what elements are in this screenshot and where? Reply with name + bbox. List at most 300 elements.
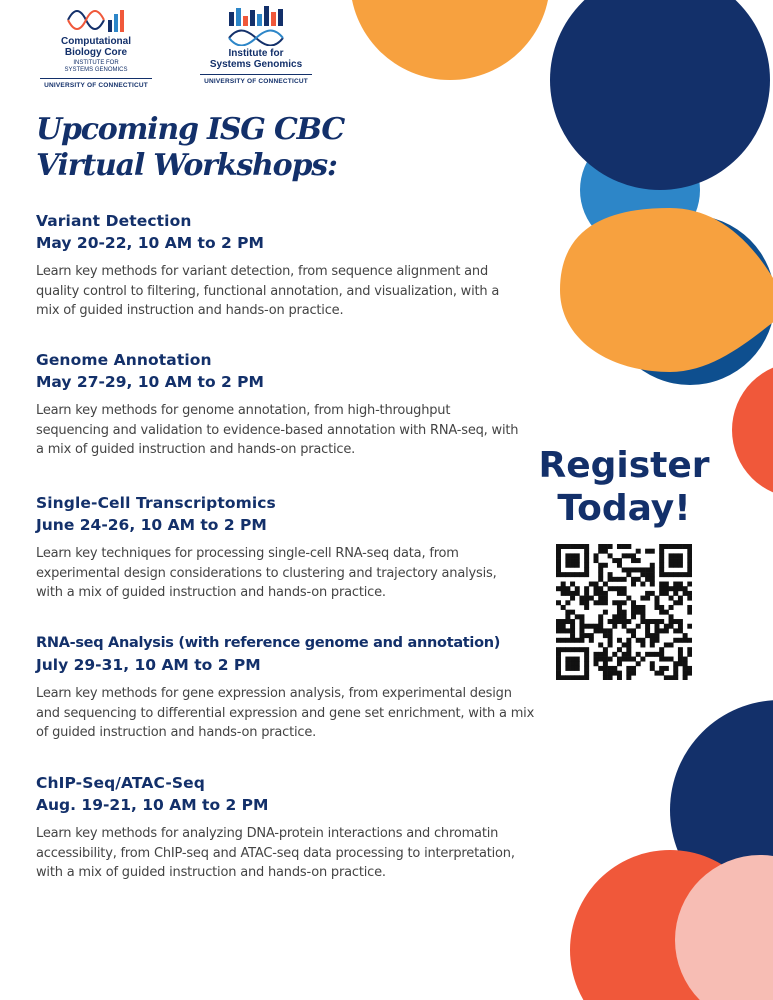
qr-module: [598, 544, 603, 549]
qr-module: [608, 628, 613, 633]
qr-module: [579, 624, 584, 629]
workshop-description: Learn key methods for gene expression analysis, from experimental design and sequencing to differential expression and gene set enrichment, with a mix of guided instruction and hands-on practice.: [36, 686, 535, 740]
qr-module: [654, 628, 659, 633]
qr-module: [687, 572, 692, 577]
qr-module: [636, 605, 641, 610]
qr-module: [640, 619, 645, 624]
qr-module: [612, 600, 617, 605]
qr-module: [617, 647, 622, 652]
qr-module: [654, 652, 659, 657]
qr-module: [570, 563, 575, 568]
qr-module: [673, 563, 678, 568]
qr-module: [622, 567, 627, 572]
qr-module: [603, 671, 608, 676]
qr-module: [664, 666, 669, 671]
qr-module: [659, 553, 664, 558]
qr-module: [664, 657, 669, 662]
title-line2: Virtual Workshops:: [36, 148, 337, 183]
qr-module: [608, 619, 613, 624]
qr-module: [659, 666, 664, 671]
cbc-sub-line2: SYSTEMS GENOMICS: [64, 67, 128, 73]
qr-module: [612, 614, 617, 619]
qr-module: [664, 572, 669, 577]
qr-module: [589, 596, 594, 601]
qr-module: [561, 628, 566, 633]
qr-module: [579, 638, 584, 643]
qr-module: [683, 572, 688, 577]
qr-module: [669, 586, 674, 591]
qr-module: [673, 600, 678, 605]
qr-module: [579, 647, 584, 652]
qr-module: [556, 657, 561, 662]
qr-module: [636, 661, 641, 666]
cbc-name: [40, 36, 152, 58]
qr-module: [622, 614, 627, 619]
qr-module: [561, 675, 566, 680]
workshop-description: Learn key methods for analyzing DNA-protein interactions and chromatin accessibility, from ChIP-seq and ATAC-seq data processing to interpretation, with a mix of guided instruction and hands-on practice.: [36, 826, 515, 880]
qr-module: [570, 619, 575, 624]
qr-module: [584, 657, 589, 662]
qr-module: [673, 638, 678, 643]
qr-module: [584, 647, 589, 652]
qr-module: [617, 657, 622, 662]
workshop-description: Learn key techniques for processing single-cell RNA-seq data, from experimental design considerations to clustering and trajectory analysis, with a mix of guided instruction and hands-on practice.: [36, 546, 497, 600]
qr-module: [626, 642, 631, 647]
qr-module: [570, 582, 575, 587]
qr-module: [650, 633, 655, 638]
qr-module: [617, 558, 622, 563]
register-today-heading: [536, 444, 712, 530]
qr-module: [650, 666, 655, 671]
qr-module: [584, 544, 589, 549]
qr-module: [579, 633, 584, 638]
qr-module: [664, 675, 669, 680]
qr-module: [608, 577, 613, 582]
qr-module: [589, 624, 594, 629]
qr-module: [687, 582, 692, 587]
qr-module: [659, 591, 664, 596]
qr-module: [608, 675, 613, 680]
qr-module: [650, 572, 655, 577]
isg-name: [200, 48, 312, 70]
qr-module: [598, 572, 603, 577]
qr-module: [556, 600, 561, 605]
qr-module: [589, 633, 594, 638]
qr-module: [579, 600, 584, 605]
qr-module: [575, 572, 580, 577]
qr-module: [636, 549, 641, 554]
qr-module: [683, 591, 688, 596]
qr-module: [659, 572, 664, 577]
qr-module: [654, 619, 659, 624]
qr-module: [673, 586, 678, 591]
workshop-variant-detection: [36, 210, 526, 321]
qr-module: [673, 558, 678, 563]
workshop-dates: June 24-26, 10 AM to 2 PM: [36, 516, 267, 534]
qr-module: [673, 666, 678, 671]
qr-module: [556, 586, 561, 591]
qr-module: [669, 675, 674, 680]
qr-module: [561, 586, 566, 591]
qr-module: [687, 610, 692, 615]
qr-module: [654, 605, 659, 610]
qr-module: [654, 600, 659, 605]
qr-module: [683, 657, 688, 662]
workshop-title: ChIP-Seq/ATAC-Seq: [36, 774, 205, 792]
qr-module: [622, 586, 627, 591]
qr-module: [659, 657, 664, 662]
qr-module: [594, 586, 599, 591]
register-line2: Today!: [557, 488, 691, 529]
qr-module: [603, 647, 608, 652]
qr-module: [659, 671, 664, 676]
qr-module: [659, 582, 664, 587]
qr-module: [626, 657, 631, 662]
qr-module: [669, 605, 674, 610]
qr-module: [589, 638, 594, 643]
qr-module: [565, 586, 570, 591]
isg-divider: [200, 74, 312, 75]
qr-module: [561, 605, 566, 610]
qr-module: [570, 558, 575, 563]
qr-module: [687, 553, 692, 558]
qr-module: [650, 619, 655, 624]
qr-module: [584, 605, 589, 610]
qr-module: [626, 638, 631, 643]
qr-module: [631, 553, 636, 558]
qr-module: [640, 614, 645, 619]
qr-module: [575, 563, 580, 568]
qr-module: [584, 652, 589, 657]
qr-module: [594, 652, 599, 657]
workshop-title: Genome Annotation: [36, 351, 212, 369]
qr-module: [556, 558, 561, 563]
qr-module: [612, 624, 617, 629]
dna-helix-icon: [66, 6, 126, 34]
workshop-dates: May 27-29, 10 AM to 2 PM: [36, 373, 264, 391]
qr-module: [645, 633, 650, 638]
qr-module: [594, 657, 599, 662]
qr-module: [608, 572, 613, 577]
workshop-single-cell: [36, 492, 526, 603]
qr-module: [570, 591, 575, 596]
qr-module: [631, 614, 636, 619]
qr-module: [612, 652, 617, 657]
qr-module: [645, 624, 650, 629]
qr-module: [579, 628, 584, 633]
qr-module: [570, 544, 575, 549]
qr-module: [640, 582, 645, 587]
qr-module: [556, 549, 561, 554]
qr-module: [556, 563, 561, 568]
qr-module: [678, 628, 683, 633]
qr-module: [673, 661, 678, 666]
qr-module: [612, 619, 617, 624]
qr-module: [664, 591, 669, 596]
qr-module: [673, 619, 678, 624]
qr-module: [594, 661, 599, 666]
workshop-rna-seq: [36, 632, 536, 743]
isg-university: UNIVERSITY OF CONNECTICUT: [204, 78, 308, 85]
cbc-name-line1: Computational: [61, 36, 131, 47]
qr-module: [687, 647, 692, 652]
qr-module: [565, 661, 570, 666]
qr-module: [626, 647, 631, 652]
qr-module: [603, 591, 608, 596]
qr-module: [598, 642, 603, 647]
workshop-genome-annotation: [36, 349, 526, 460]
qr-module: [565, 614, 570, 619]
qr-module: [612, 558, 617, 563]
qr-module: [584, 661, 589, 666]
qr-module: [654, 624, 659, 629]
blob-navy-top: [550, 0, 770, 190]
qr-module: [556, 647, 561, 652]
qr-module: [631, 628, 636, 633]
qr-module: [659, 586, 664, 591]
qr-module: [626, 671, 631, 676]
qr-module: [565, 553, 570, 558]
qr-module: [669, 657, 674, 662]
qr-module: [678, 600, 683, 605]
blob-red-mid: [732, 362, 773, 498]
qr-module: [636, 624, 641, 629]
qr-module: [626, 628, 631, 633]
qr-module: [561, 544, 566, 549]
qr-module: [556, 661, 561, 666]
qr-module: [584, 586, 589, 591]
qr-module: [659, 544, 664, 549]
qr-module: [631, 577, 636, 582]
qr-module: [584, 596, 589, 601]
qr-module: [584, 558, 589, 563]
qr-module: [617, 619, 622, 624]
qr-module: [575, 657, 580, 662]
qr-module: [683, 675, 688, 680]
qr-module: [570, 553, 575, 558]
qr-module: [570, 666, 575, 671]
qr-module: [645, 567, 650, 572]
qr-module: [640, 596, 645, 601]
qr-module: [598, 657, 603, 662]
qr-module: [673, 544, 678, 549]
qr-module: [687, 596, 692, 601]
qr-module: [659, 563, 664, 568]
qr-module: [565, 638, 570, 643]
dna-bars-icon: [227, 6, 285, 46]
qr-module: [598, 563, 603, 568]
qr-module: [584, 567, 589, 572]
qr-module: [636, 558, 641, 563]
qr-module: [565, 591, 570, 596]
qr-module: [664, 628, 669, 633]
qr-module: [561, 638, 566, 643]
qr-module: [673, 675, 678, 680]
qr-module: [645, 596, 650, 601]
qr-module: [659, 610, 664, 615]
qr-module: [640, 610, 645, 615]
qr-module: [617, 577, 622, 582]
qr-module: [594, 628, 599, 633]
qr-module: [659, 652, 664, 657]
qr-module: [631, 605, 636, 610]
qr-module: [584, 572, 589, 577]
qr-module: [598, 652, 603, 657]
qr-module: [631, 582, 636, 587]
qr-module: [687, 638, 692, 643]
qr-module: [594, 553, 599, 558]
qr-module: [664, 544, 669, 549]
qr-module: [640, 567, 645, 572]
qr-module: [603, 563, 608, 568]
qr-module: [570, 610, 575, 615]
workshop-dates: May 20-22, 10 AM to 2 PM: [36, 234, 264, 252]
qr-module: [664, 624, 669, 629]
qr-module: [622, 652, 627, 657]
qr-module: [650, 567, 655, 572]
qr-module: [575, 558, 580, 563]
qr-module: [598, 567, 603, 572]
qr-module: [617, 661, 622, 666]
qr-module: [673, 628, 678, 633]
qr-module: [617, 563, 622, 568]
qr-module: [673, 671, 678, 676]
qr-module: [650, 642, 655, 647]
qr-module: [556, 671, 561, 676]
qr-module: [631, 633, 636, 638]
qr-module: [556, 638, 561, 643]
qr-module: [636, 652, 641, 657]
qr-module: [617, 638, 622, 643]
qr-module: [678, 596, 683, 601]
qr-module: [687, 567, 692, 572]
qr-module: [565, 572, 570, 577]
qr-module: [683, 586, 688, 591]
qr-module: [645, 572, 650, 577]
qr-module: [579, 544, 584, 549]
qr-code-icon[interactable]: [556, 544, 692, 680]
qr-module: [617, 591, 622, 596]
qr-module: [687, 666, 692, 671]
qr-module: [631, 600, 636, 605]
qr-module: [626, 675, 631, 680]
qr-module: [594, 600, 599, 605]
qr-module: [645, 652, 650, 657]
qr-module: [598, 666, 603, 671]
qr-module: [678, 553, 683, 558]
qr-module: [565, 647, 570, 652]
workshop-dates: Aug. 19-21, 10 AM to 2 PM: [36, 796, 269, 814]
qr-module: [594, 591, 599, 596]
qr-module: [598, 614, 603, 619]
qr-module: [579, 675, 584, 680]
qr-module: [598, 619, 603, 624]
qr-module: [612, 577, 617, 582]
qr-module: [561, 582, 566, 587]
qr-module: [659, 619, 664, 624]
qr-module: [584, 563, 589, 568]
qr-module: [575, 638, 580, 643]
qr-module: [584, 671, 589, 676]
workshop-chip-atac-seq: [36, 772, 526, 883]
qr-module: [556, 628, 561, 633]
qr-module: [570, 628, 575, 633]
isg-name-line2: Systems Genomics: [209, 59, 303, 70]
qr-module: [669, 563, 674, 568]
qr-module: [598, 591, 603, 596]
qr-module: [654, 596, 659, 601]
qr-module: [584, 600, 589, 605]
qr-module: [640, 642, 645, 647]
qr-module: [570, 675, 575, 680]
qr-module: [561, 572, 566, 577]
qr-module: [659, 549, 664, 554]
qr-module: [678, 647, 683, 652]
qr-module: [570, 647, 575, 652]
qr-module: [617, 586, 622, 591]
qr-module: [669, 558, 674, 563]
qr-module: [617, 614, 622, 619]
qr-module: [626, 666, 631, 671]
qr-module: [565, 675, 570, 680]
qr-module: [659, 647, 664, 652]
qr-module: [683, 661, 688, 666]
qr-module: [687, 563, 692, 568]
isg-name-line1: Institute for: [228, 48, 284, 59]
qr-module: [570, 633, 575, 638]
qr-module: [687, 591, 692, 596]
qr-module: [678, 638, 683, 643]
qr-module: [645, 549, 650, 554]
qr-module: [556, 544, 561, 549]
qr-module: [622, 577, 627, 582]
qr-module: [650, 563, 655, 568]
qr-module: [687, 558, 692, 563]
qr-module: [570, 572, 575, 577]
qr-module: [678, 652, 683, 657]
qr-module: [584, 666, 589, 671]
qr-module: [683, 671, 688, 676]
qr-module: [608, 553, 613, 558]
qr-module: [565, 544, 570, 549]
qr-module: [622, 642, 627, 647]
qr-module: [608, 642, 613, 647]
qr-module: [575, 586, 580, 591]
qr-module: [650, 549, 655, 554]
workshop-title: Single-Cell Transcriptomics: [36, 494, 276, 512]
qr-module: [669, 544, 674, 549]
qr-module: [598, 549, 603, 554]
qr-module: [608, 671, 613, 676]
qr-module: [603, 661, 608, 666]
qr-module: [631, 671, 636, 676]
cbc-name-line2: Biology Core: [64, 47, 128, 58]
qr-module: [608, 544, 613, 549]
qr-module: [636, 577, 641, 582]
qr-module: [603, 633, 608, 638]
qr-module: [669, 614, 674, 619]
qr-module: [565, 563, 570, 568]
qr-module: [594, 582, 599, 587]
qr-module: [626, 567, 631, 572]
qr-module: [650, 582, 655, 587]
qr-module: [617, 600, 622, 605]
qr-module: [617, 605, 622, 610]
qr-module: [612, 666, 617, 671]
qr-module: [626, 544, 631, 549]
isg-logo: [200, 6, 312, 85]
qr-module: [570, 624, 575, 629]
